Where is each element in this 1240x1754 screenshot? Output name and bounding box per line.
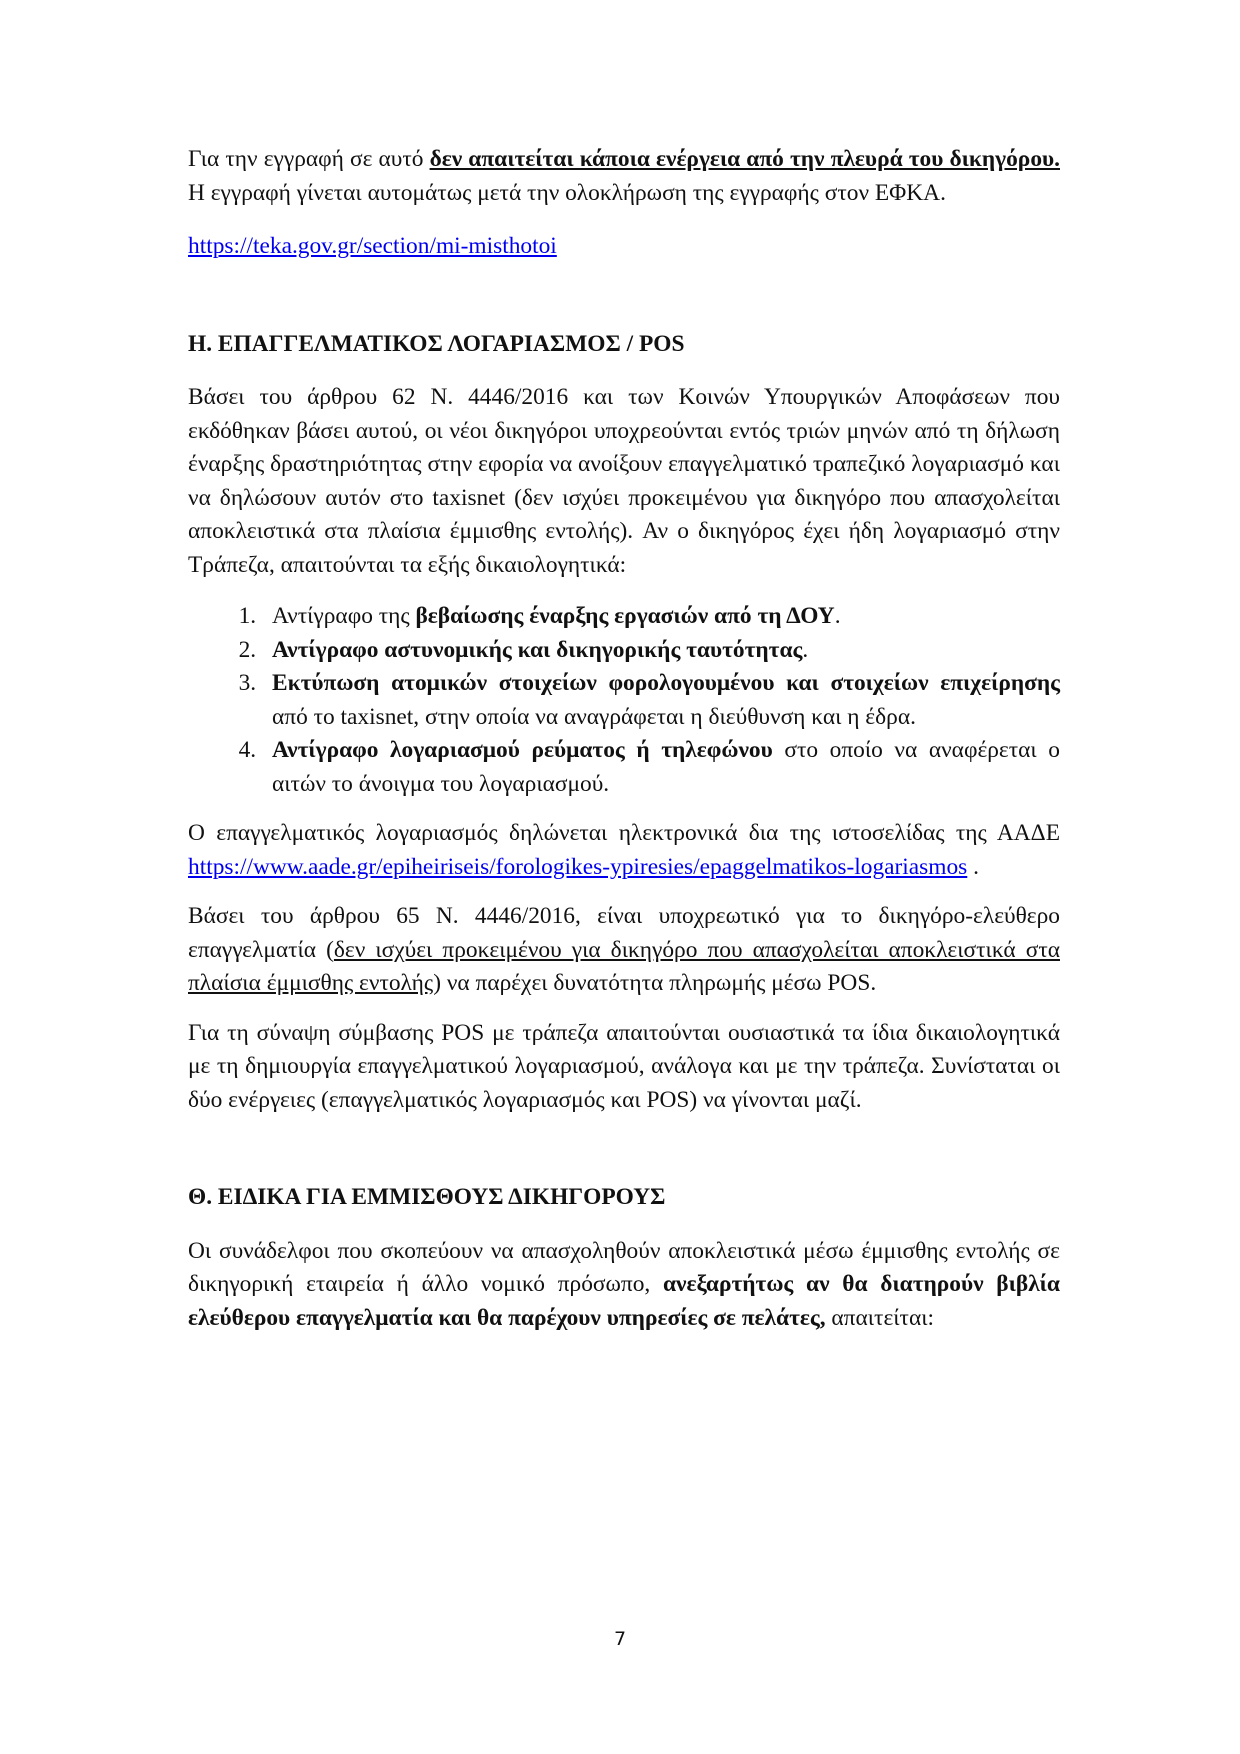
- teka-link-row: [188, 230, 1060, 264]
- document-page: [188, 143, 1060, 1335]
- bold-text: Εκτύπωση ατομικών στοιχείων φορολογουμένου και στοιχείων επιχείρησης: [272, 670, 1060, 696]
- text: .: [834, 603, 841, 629]
- text: .: [967, 853, 979, 880]
- paragraph-salaried-lawyers: [188, 1235, 1060, 1336]
- bold-text: Αντίγραφο αστυνομικής και δικηγορικής ταυτότητας: [272, 636, 803, 663]
- text: Ο επαγγελματικός λογαριασμός δηλώνεται ηλεκτρονικά δια της ιστοσελίδας της ΑΑΔΕ: [188, 820, 1060, 846]
- text: Οι συνάδελφοι που σκοπεύουν να απασχοληθούν αποκλειστικά μέσω έμμισθης εντολής σε δικηγορική εταιρεία ή άλλο νομικό πρόσωπο,: [188, 1237, 1060, 1297]
- text: .: [802, 636, 809, 663]
- list-item: [262, 634, 1060, 668]
- paragraph-teka-registration: [188, 143, 1060, 210]
- paragraph-pos-obligation: [188, 900, 1060, 1001]
- page-number: 7: [613, 1628, 627, 1650]
- paragraph-professional-account-intro: Βάσει του άρθρου 62 Ν. 4446/2016 και των Κοινών Υπουργικών Αποφάσεων που εκδόθηκαν βάσει αυτού, οι νέοι δικηγόροι υποχρεούνται εντός τριών μηνών από τη δήλωση έναρξης δραστηριότητας στην εφορία να ανοίξουν επαγγελματικό τραπεζικό λογαριασμό και να δηλώσουν αυτόν στο taxisnet (δεν ισχύει προκειμένου για δικηγόρο που απασχολείται αποκλειστικά στα πλαίσια έμμισθης εντολής). Αν ο δικηγόρος έχει ήδη λογαριασμό στην Τράπεζα, απαιτούνται τα εξής δικαιολογητικά:: [188, 384, 1060, 578]
- paragraph-aade-declaration: [188, 817, 1060, 884]
- list-item: [262, 734, 1060, 801]
- list-item: [262, 600, 1060, 634]
- text: Βάσει του άρθρου 65 Ν. 4446/2016, είναι υποχρεωτικό για το δικηγόρο-ελεύθερο επαγγελματία (: [188, 903, 1060, 963]
- emphasis-no-action-required: δεν απαιτείται κάποια ενέργεια από την πλευρά του δικηγόρου.: [429, 146, 1060, 172]
- section-heading-th: Θ. ΕΙΔΙΚΑ ΓΙΑ ΕΜΜΙΣΘΟΥΣ ΔΙΚΗΓΟΡΟΥΣ: [188, 1184, 666, 1210]
- text: από το taxisnet, στην οποία να αναγράφεται η διεύθυνση και η έδρα.: [272, 703, 916, 730]
- underlined-exception: δεν ισχύει προκειμένου για δικηγόρο που απασχολείται αποκλειστικά στα πλαίσια έμμισθης εντολής: [188, 936, 1060, 996]
- text: Η εγγραφή γίνεται αυτομάτως μετά την ολοκλήρωση της εγγραφής στον ΕΦΚΑ.: [188, 179, 946, 206]
- text: απαιτείται:: [825, 1304, 934, 1331]
- aade-link[interactable]: https://www.aade.gr/epiheiriseis/forologikes-ypiresies/epaggelmatikos-logariasmos: [188, 853, 968, 880]
- bold-text: βεβαίωσης έναρξης εργασιών από τη ΔΟΥ: [415, 603, 835, 629]
- section-heading-h: Η. ΕΠΑΓΓΕΛΜΑΤΙΚΟΣ ΛΟΓΑΡΙΑΣΜΟΣ / POS: [188, 330, 685, 357]
- text: Αντίγραφο της: [272, 603, 416, 629]
- text: ) να παρέχει δυνατότητα πληρωμής μέσω POS.: [433, 970, 877, 996]
- bold-text: ανεξαρτήτως αν θα διατηρούν βιβλία ελεύθερου επαγγελματία και θα παρέχουν υπηρεσίες σε πελάτες,: [188, 1271, 1060, 1331]
- required-documents-list: [188, 600, 1060, 801]
- bold-text: Αντίγραφο λογαριασμού ρεύματος ή τηλεφώνου: [272, 737, 773, 763]
- teka-link[interactable]: https://teka.gov.gr/section/mi-misthotoi: [188, 233, 557, 259]
- text: στο οποίο να αναφέρεται ο αιτών το άνοιγμα του λογαριασμού.: [272, 737, 1060, 797]
- paragraph-pos-contract: Για τη σύναψη σύμβασης POS με τράπεζα απαιτούνται ουσιαστικά τα ίδια δικαιολογητικά με τη δημιουργία επαγγελματικού λογαριασμού, ανάλογα και με την τράπεζα. Συνίσταται οι δύο ενέργειες (επαγγελματικός λογαριασμός και POS) να γίνονται μαζί.: [188, 1019, 1060, 1113]
- list-item: [262, 667, 1060, 734]
- text: Για την εγγραφή σε αυτό: [188, 146, 430, 172]
